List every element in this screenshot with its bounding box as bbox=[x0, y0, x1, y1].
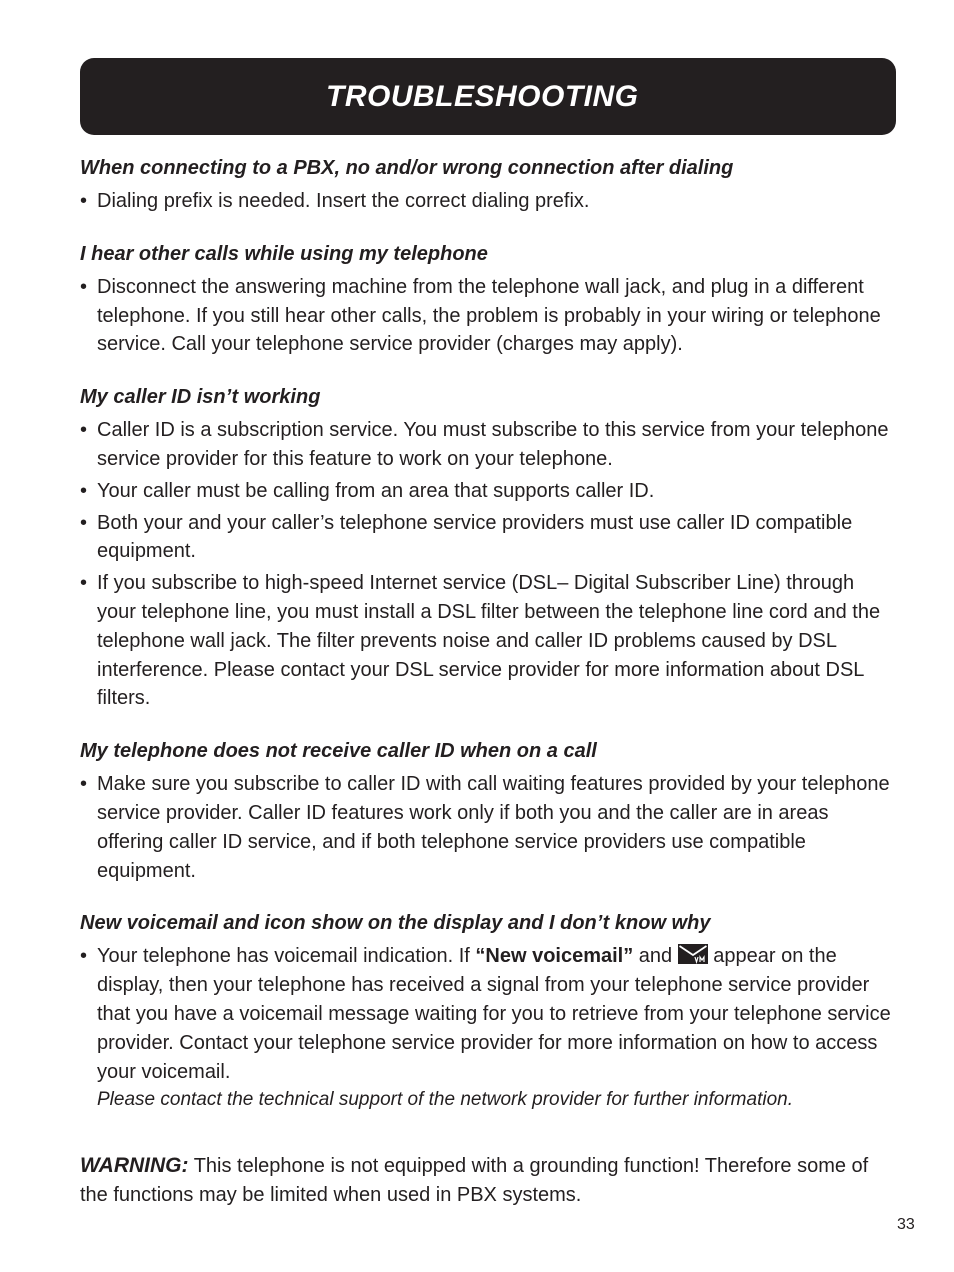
warning-text: This telephone is not equipped with a grounding function! Therefore some of the functions may be limited when used in PBX systems. bbox=[80, 1155, 869, 1206]
bullet-list bbox=[80, 187, 896, 216]
list-item: • Make sure you subscribe to caller ID with call waiting features provided by your telephone service provider. Caller ID features work only if both you and the caller are in areas offering caller ID service, and if both telephone service providers use compatible equipment. bbox=[80, 770, 896, 885]
bullet-list bbox=[80, 942, 896, 1115]
section-pbx bbox=[80, 152, 896, 216]
list-item: • Caller ID is a subscription service. You must subscribe to this service from your telephone service provider for this feature to work on your telephone. bbox=[80, 416, 896, 474]
list-item bbox=[80, 942, 896, 1115]
voicemail-text-and: and bbox=[633, 945, 678, 968]
section-other-calls bbox=[80, 238, 896, 359]
section-caller-id bbox=[80, 381, 896, 713]
section-heading: New voicemail and icon show on the display and I don’t know why bbox=[80, 912, 711, 935]
list-item: • Both your and your caller’s telephone service providers must use caller ID compatible equipment. bbox=[80, 509, 896, 567]
list-item: • Dialing prefix is needed. Insert the correct dialing prefix. bbox=[80, 187, 896, 216]
section-heading: I hear other calls while using my telephone bbox=[80, 242, 488, 265]
title-banner bbox=[80, 58, 896, 135]
warning-label: WARNING: bbox=[80, 1154, 189, 1177]
section-heading: My telephone does not receive caller ID when on a call bbox=[80, 740, 597, 763]
page-title: TROUBLESHOOTING bbox=[326, 79, 639, 113]
bullet-list bbox=[80, 273, 896, 359]
section-voicemail bbox=[80, 907, 896, 1115]
voicemail-envelope-icon bbox=[678, 944, 708, 964]
bullet-list bbox=[80, 770, 896, 885]
list-item: • Your caller must be calling from an area that supports caller ID. bbox=[80, 477, 896, 506]
list-item: • If you subscribe to high-speed Internet service (DSL– Digital Subscriber Line) through your telephone line, you must install a DSL filter between the telephone line cord and the telephone wall jack. The filter prevents noise and caller ID problems caused by DSL interference. Please contact your DSL service provider for more information about DSL filters. bbox=[80, 569, 896, 713]
new-voicemail-label: “New voicemail” bbox=[475, 945, 634, 968]
section-heading: My caller ID isn’t working bbox=[80, 386, 321, 409]
troubleshooting-content bbox=[80, 152, 896, 1137]
section-heading: When connecting to a PBX, no and/or wrong connection after dialing bbox=[80, 157, 734, 179]
warning-paragraph bbox=[80, 1151, 896, 1210]
voicemail-text-after: appear on the display, then your telephone has received a signal from your telephone service provider that you have a voicemail message waiting for you to retrieve from your telephone service provider. Contact your telephone service provider for more information on how to access your voicemail. bbox=[97, 945, 891, 1083]
list-item: • Disconnect the answering machine from the telephone wall jack, and plug in a different telephone. If you still hear other calls, the problem is probably in your wiring or telephone service. Call your telephone service provider (charges may apply). bbox=[80, 273, 896, 359]
voicemail-text-before: Your telephone has voicemail indication. If bbox=[97, 945, 476, 968]
page-number: 33 bbox=[897, 1216, 915, 1233]
section-caller-id-on-call bbox=[80, 735, 896, 885]
network-provider-note: Please contact the technical support of the network provider for further information. bbox=[97, 1089, 793, 1111]
bullet-list bbox=[80, 416, 896, 713]
